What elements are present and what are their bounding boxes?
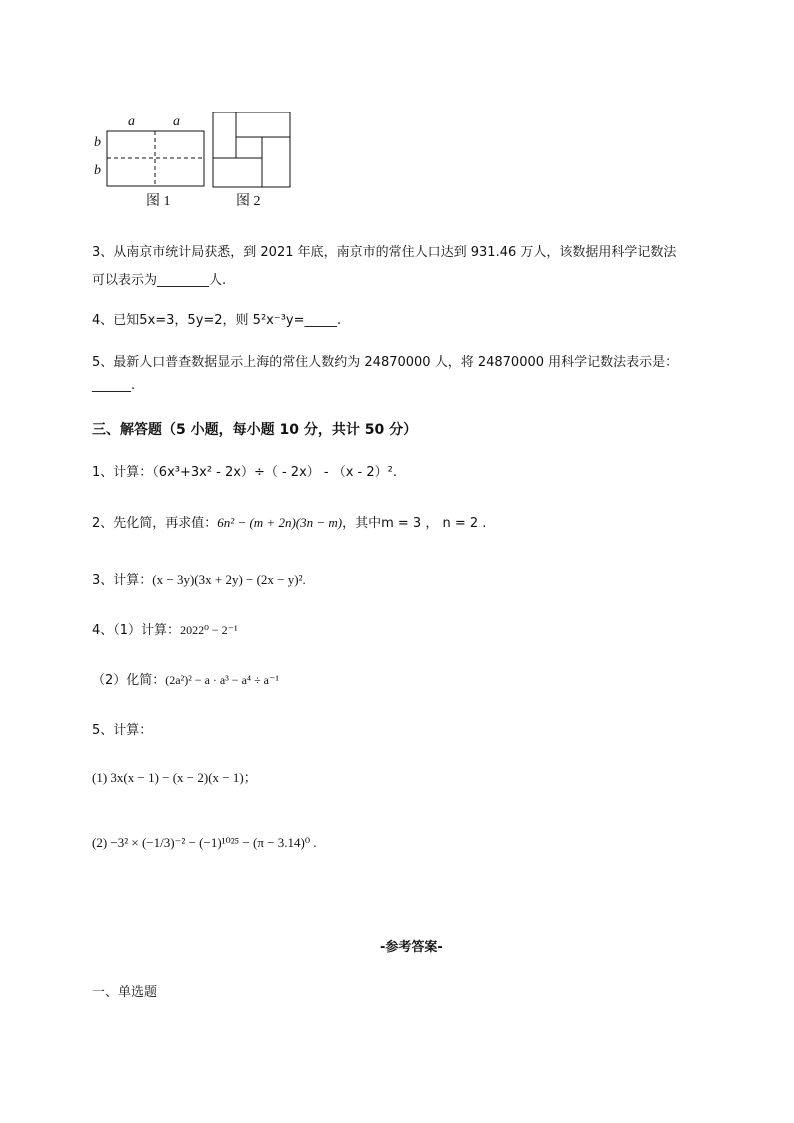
- question-expression: (x − 3y)(3x + 2y) − (2x − y)².: [152, 572, 306, 587]
- answer-q5: [92, 719, 152, 738]
- question-number: 3、: [92, 573, 114, 588]
- fill-q5-line2: ______.: [92, 378, 136, 393]
- answer-q5-part2: (2) −3² × (−1/3)⁻² − (−1)¹⁰²⁵ − (π − 3.14)⁰ .: [92, 835, 317, 850]
- question-expression: 6n² − (m + 2n)(3n − m): [217, 515, 343, 530]
- fill-q4: [92, 309, 341, 328]
- question-text: 5x=3，5y=2，则 5²x⁻³y=_____.: [139, 313, 342, 328]
- answer-q1: [92, 461, 397, 480]
- label-b-top: b: [94, 135, 101, 150]
- question-label: 先化简，再求值：: [113, 516, 218, 531]
- figure-1: [90, 112, 210, 212]
- question-prefix: 已知: [113, 313, 140, 328]
- question-text: 最新人口普查数据显示上海的常住人数约为 24870000 人，将 24870000 用科学记数法表示是：: [113, 355, 679, 370]
- question-condition: ，其中m = 3 ， n = 2 .: [342, 516, 487, 531]
- label-b-bottom: b: [94, 163, 101, 178]
- question-label: 计算：: [113, 573, 153, 588]
- answer-q4-part1: [92, 619, 238, 638]
- answer-q5-part1: (1) 3x(x − 1) − (x − 2)(x − 1)；: [92, 770, 257, 785]
- question-number: 4、: [92, 623, 114, 638]
- question-expression: （6x³+3x² - 2x）÷（ - 2x） - （x - 2）².: [152, 465, 397, 480]
- question-number: 2、: [92, 516, 114, 531]
- question-label: 计算：: [113, 465, 153, 480]
- question-text: 从南京市统计局获悉，到 2021 年底，南京市的常住人口达到 931.46 万人，该数据用科学记数法: [113, 245, 677, 260]
- figure-2-caption: 图 2: [236, 194, 261, 209]
- question-expression: (2a²)² − a · a³ − a⁴ ÷ a⁻¹: [165, 673, 279, 687]
- fill-q3-line2: 可以表示为________人.: [92, 273, 227, 288]
- answer-q2: [92, 512, 486, 531]
- question-number: 5、: [92, 355, 114, 370]
- label-a-left: a: [128, 114, 135, 129]
- question-label: （1）计算：: [113, 623, 181, 638]
- fill-q5-line1: [92, 351, 678, 370]
- figure-1-caption: 图 1: [146, 194, 171, 209]
- section-heading: 三、解答题（5 小题，每小题 10 分，共计 50 分）: [92, 422, 418, 438]
- question-number: 3、: [92, 245, 114, 260]
- mc-heading: 一、单选题: [92, 985, 158, 1000]
- answer-q3: [92, 569, 306, 588]
- reference-answer-heading: -参考答案-: [380, 940, 443, 955]
- label-a-right: a: [173, 114, 180, 129]
- question-number: 1、: [92, 465, 114, 480]
- question-number: 4、: [92, 313, 114, 328]
- question-label: （2）化简：: [92, 673, 166, 688]
- question-expression: 2022⁰ − 2⁻¹: [180, 623, 238, 637]
- question-number: 5、: [92, 723, 114, 738]
- fill-q3-line1: [92, 241, 676, 260]
- answer-q4-part2: [92, 669, 279, 688]
- figure-2: [210, 112, 300, 212]
- question-label: 计算：: [113, 723, 153, 738]
